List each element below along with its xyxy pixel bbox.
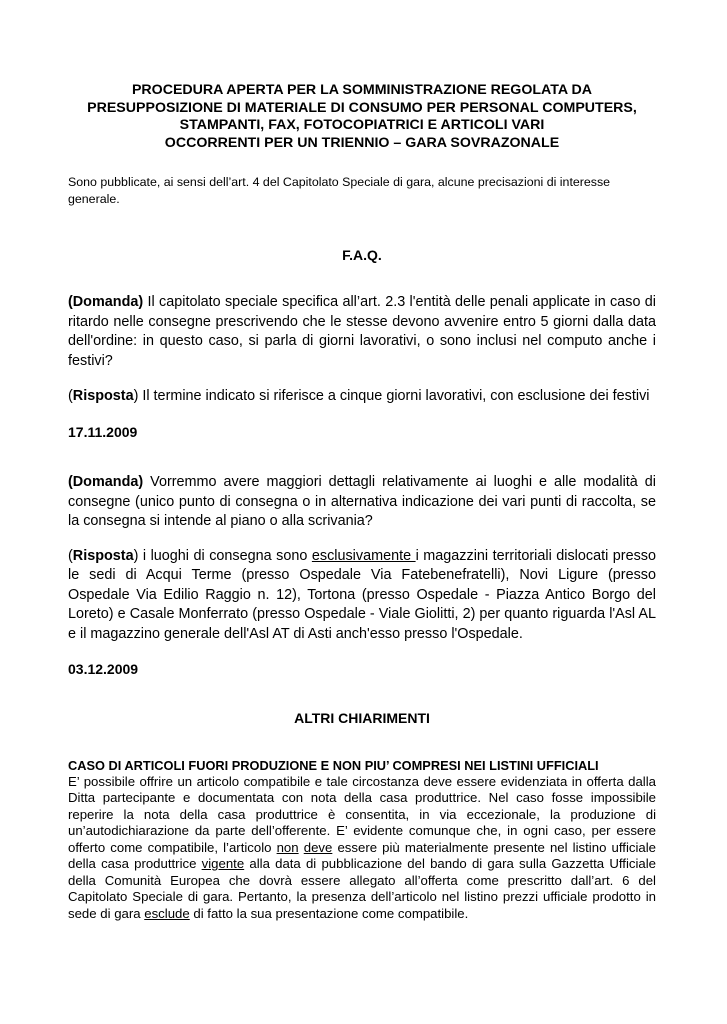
faq1-date: 17.11.2009 xyxy=(68,423,138,440)
caso-heading: CASO DI ARTICOLI FUORI PRODUZIONE E NON PIU’ COMPRESI NEI LISTINI UFFICIALI xyxy=(68,757,599,773)
title-line-1: PROCEDURA APERTA PER LA SOMMINISTRAZIONE REGOLATA DA xyxy=(131,82,593,98)
faq1-question-label: (Domanda) xyxy=(68,294,144,310)
faq1-answer-label: Risposta xyxy=(72,388,134,404)
faq-heading: F.A.Q. xyxy=(342,247,382,263)
faq2-answer-text-b: i magazzini territoriali dislocati presso le sedi di Acqui Terme (presso Ospedale Via Fatebenefratelli), Novi Ligure (presso Ospedale Via Edilio Raggio n. 12), Tortona (presso Ospedale - Piazza Antico Borgo del Loreto) e Casale Monferrato (presso Ospedale - Viale Giolitti, 2) per quanto riguarda l'Asl AL e il magazzino generale dell'Asl AT di Asti anch'esso presso l'Ospedale. xyxy=(68,547,656,642)
faq1-answer-text: ) Il termine indicato si riferisce a cinque giorni lavorativi, con esclusione dei festivi xyxy=(133,388,650,404)
caso-body xyxy=(68,774,656,923)
document-page xyxy=(68,82,656,922)
caso-text-4: alla data di pubblicazione del bando di gara sulla Gazzetta Ufficiale della Comunità Europea che dovrà essere allegato all’offerta come prescritto dall’art. 6 del Capitolato Speciale di gara. Pertanto, la presenza dell’articolo nel listino prezzi ufficiale prodotto in sede di gara xyxy=(68,856,656,921)
faq2-question-text: Vorremmo avere maggiori dettagli relativamente ai luoghi e alle modalità di consegne (unico punto di consegna o in alternativa indicazione dei vari punti di raccolta, se la consegna si intende al piano o alla scrivania? xyxy=(68,474,656,529)
faq2-answer-text-a: ) i luoghi di consegna sono xyxy=(133,547,312,564)
faq2-answer-open: ( xyxy=(68,547,73,564)
title-line-4: OCCORRENTI PER UN TRIENNIO – GARA SOVRAZONALE xyxy=(164,134,560,151)
caso-underline-vigente: vigente xyxy=(201,856,245,871)
title-line-2: PRESUPPOSIZIONE DI MATERIALE DI CONSUMO PER PERSONAL COMPUTERS, xyxy=(87,99,637,116)
document-title xyxy=(68,82,656,152)
faq2-answer xyxy=(68,547,656,645)
caso-underline-esclude: esclude xyxy=(144,905,190,921)
caso-text-1: E’ possibile offrire un articolo compatibile e tale circostanza deve essere evidenziata in offerta dalla Ditta partecipante e documentata con nota della casa produttrice. Nel caso fosse impossibile reperire la nota della casa produttrice è consentita, in via eccezionale, la produzione di un’autodichiarazione da parte dell’offerente. E’ evidente comunque che, in ogni caso, per essere offerto come compatibile, l’articolo xyxy=(68,773,656,855)
faq1-answer xyxy=(68,387,656,407)
caso-text-5: di fatto la sua presentazione come compatibile. xyxy=(189,905,469,921)
faq1-answer-open: ( xyxy=(68,388,73,404)
altri-chiarimenti-heading: ALTRI CHIARIMENTI xyxy=(294,709,430,726)
intro-paragraph: Sono pubblicate, ai sensi dell’art. 4 del Capitolato Speciale di gara, alcune precisazioni di interesse generale. xyxy=(68,175,611,206)
faq2-question xyxy=(68,473,656,532)
caso-underline-deve: deve xyxy=(303,839,333,855)
faq2-question-label: (Domanda) xyxy=(68,474,144,490)
caso-underline-non: non xyxy=(276,839,299,855)
faq2-answer-label: Risposta xyxy=(72,547,134,564)
faq2-date: 03.12.2009 xyxy=(68,661,139,677)
faq1-question xyxy=(68,293,656,371)
title-line-3: STAMPANTI, FAX, FOTOCOPIATRICI E ARTICOLI VARI xyxy=(179,117,545,133)
faq2-answer-underlined: esclusivamente xyxy=(311,547,416,564)
caso-text-3: essere più materialmente presente nel listino ufficiale della casa produttrice xyxy=(68,839,656,871)
faq1-question-text: Il capitolato speciale specifica all’art. 2.3 l'entità delle penali applicate in caso di ritardo nelle consegne prescrivendo che le stesse devono avvenire entro 5 giorni dalla data dell'ordine: in questo caso, si parla di giorni lavorativi, o sono inclusi nel computo anche i festivi? xyxy=(68,294,656,369)
